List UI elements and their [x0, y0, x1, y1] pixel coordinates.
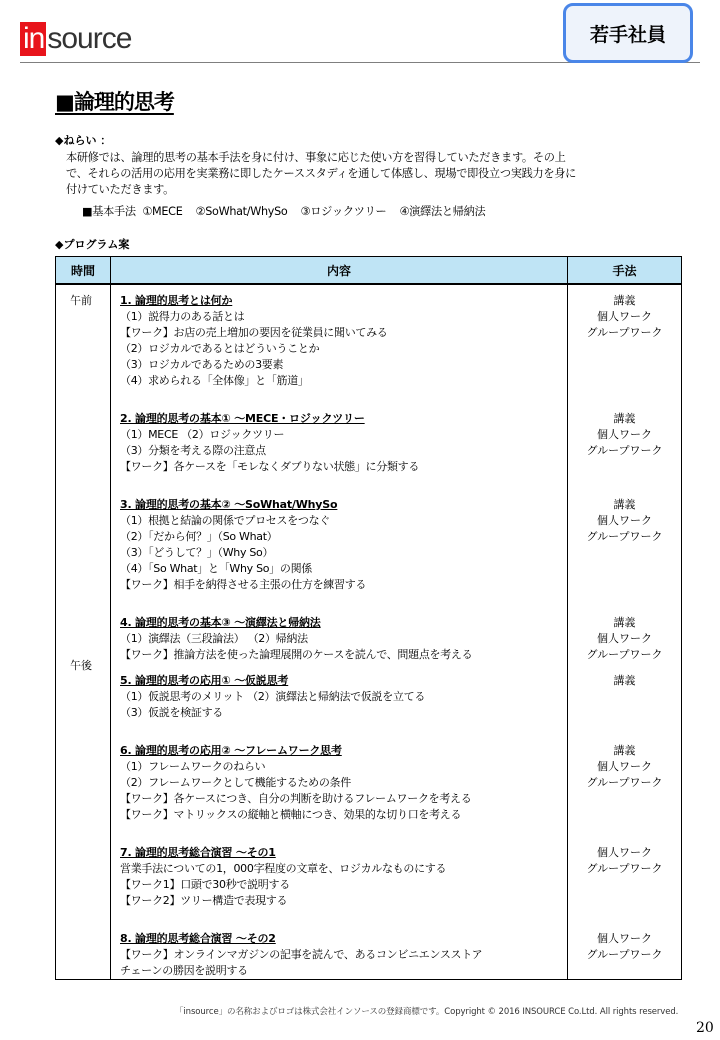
method-item: 講義 [613, 744, 636, 757]
method-item: 個人ワーク [597, 846, 652, 859]
logo-in: in [20, 22, 46, 56]
section-title: 4. 論理的思考の基本③ ～演繹法と帰納法 [120, 616, 321, 629]
section-line: 営業手法についての1，000字程度の文章を、ロジカルなものにする [120, 862, 447, 875]
time-am: 午前 [70, 294, 92, 307]
method-item: 講義 [613, 498, 636, 511]
aim-body [66, 150, 666, 198]
section-methods [568, 845, 681, 909]
method-item: グループワーク [586, 776, 663, 789]
page-title: ■論理的思考 [55, 90, 174, 114]
section-line: 【ワーク2】ツリー構造で表現する [120, 894, 288, 907]
method-item: グループワーク [586, 530, 663, 543]
section-title: 5. 論理的思考の応用① ～仮説思考 [120, 674, 289, 687]
method-item: 個人ワーク [597, 310, 652, 323]
program-section [111, 411, 567, 475]
section-line: （1）説得力のある話とは [120, 310, 245, 323]
section-methods [568, 615, 681, 663]
table-row [56, 284, 682, 980]
section-line: 【ワーク】推論方法を使った論理展開のケースを読んで、問題点を考える [120, 648, 473, 661]
content-cell [111, 284, 568, 980]
section-line: 【ワーク】各ケースにつき、自分の判断を助けるフレームワークを考える [120, 792, 472, 805]
method-item: 講義 [613, 616, 636, 629]
program-section [111, 615, 567, 663]
method-item: グループワーク [586, 326, 663, 339]
method-column [568, 285, 681, 979]
section-line: 【ワーク】お店の売上増加の要因を従業員に聞いてみる [120, 326, 388, 339]
logo-source: source [47, 22, 132, 55]
program-table [55, 256, 682, 980]
program-section [111, 845, 567, 909]
method-item: 講義 [613, 294, 636, 307]
aim-line: 付けていただきます。 [66, 183, 174, 196]
section-methods [568, 673, 681, 721]
program-section [111, 293, 567, 389]
section-line: （4）「So What」と「Why So」の関係 [120, 562, 312, 575]
section-line: （1）MECE （2）ロジックツリー [120, 428, 285, 441]
section-title: 8. 論理的思考総合演習 ～その2 [120, 932, 276, 945]
header-method: 手法 [568, 257, 682, 285]
header-content: 内容 [111, 257, 568, 285]
section-line: （3）「どうして？」（Why So） [120, 546, 274, 559]
insource-logo [20, 22, 131, 56]
basic-methods: ■基本手法 ①MECE ②SoWhat/WhySo ③ロジックツリー ④演繹法と帰納法 [82, 205, 486, 218]
header-time: 時間 [56, 257, 111, 285]
section-title: 6. 論理的思考の応用② ～フレームワーク思考 [120, 744, 342, 757]
section-line: （3）仮説を検証する [120, 706, 223, 719]
method-item: 個人ワーク [597, 932, 652, 945]
section-line: （3）ロジカルであるための3要素 [120, 358, 284, 371]
content-column [111, 285, 567, 979]
audience-badge: 若手社員 [563, 3, 693, 63]
section-line: （1）フレームワークのねらい [120, 760, 266, 773]
method-item: 個人ワーク [597, 760, 652, 773]
method-item: グループワーク [586, 648, 663, 661]
section-title: 3. 論理的思考の基本② ～SoWhat/WhySo [120, 498, 338, 511]
method-item: 個人ワーク [597, 428, 652, 441]
program-heading: ◆プログラム案 [55, 238, 130, 251]
section-line: 【ワーク】オンラインマガジンの記事を読んで、あるコンビニエンスストア [120, 948, 483, 961]
section-title: 2. 論理的思考の基本① ～MECE・ロジックツリー [120, 412, 365, 425]
section-methods [568, 743, 681, 823]
page-number: 20 [696, 1020, 714, 1036]
aim-line: で、それらの活用の応用を実業務に即したケーススタディを通して体感し、現場で即役立つ実践力を身に [66, 167, 577, 180]
section-line: （2）「だから何？」（So What） [120, 530, 278, 543]
time-cell [56, 284, 111, 980]
section-line: 【ワーク】相手を納得させる主張の仕方を練習する [120, 578, 367, 591]
section-line: 【ワーク】マトリックスの縦軸と横軸につき、効果的な切り口を考える [120, 808, 462, 821]
section-line: （2）フレームワークとして機能するための条件 [120, 776, 351, 789]
method-item: グループワーク [586, 948, 663, 961]
method-item: グループワーク [586, 862, 663, 875]
method-cell [568, 284, 682, 980]
section-line: 【ワーク】各ケースを「モレなくダブりない状態」に分類する [120, 460, 420, 473]
method-item: 講義 [613, 674, 636, 687]
section-methods [568, 931, 681, 979]
copyright-footer: 「insource」の名称およびロゴは株式会社インソースの登録商標です。Copyright © 2016 INSOURCE Co.Ltd. All rights reserved. [175, 1007, 679, 1017]
section-line: （1）仮説思考のメリット （2）演繹法と帰納法で仮説を立てる [120, 690, 426, 703]
section-line: （3）分類を考える際の注意点 [120, 444, 266, 457]
section-line: （4）求められる「全体像」と「筋道」 [120, 374, 309, 387]
section-line: 【ワーク1】口頭で30秒で説明する [120, 878, 290, 891]
section-line: （1）演繹法（三段論法） （2）帰納法 [120, 632, 308, 645]
program-section [111, 931, 567, 979]
method-item: 講義 [613, 412, 636, 425]
section-title: 7. 論理的思考総合演習 ～その1 [120, 846, 276, 859]
method-item: 個人ワーク [597, 632, 652, 645]
time-pm: 午後 [70, 659, 92, 672]
section-title: 1. 論理的思考とは何か [120, 294, 233, 307]
aim-heading: ◆ねらい ： [55, 134, 112, 147]
table-header-row [56, 257, 682, 285]
section-methods [568, 293, 681, 389]
method-item: グループワーク [586, 444, 663, 457]
section-methods [568, 497, 681, 593]
method-item: 個人ワーク [597, 514, 652, 527]
section-line: （1）根拠と結論の関係でプロセスをつなぐ [120, 514, 330, 527]
program-section [111, 497, 567, 593]
aim-line: 本研修では、論理的思考の基本手法を身に付け、事象に応じた使い方を習得していただきます。その上 [66, 151, 566, 164]
program-section [111, 673, 567, 721]
section-line: （2）ロジカルであるとはどういうことか [120, 342, 320, 355]
section-line: チェーンの勝因を説明する [120, 964, 248, 977]
program-section [111, 743, 567, 823]
section-methods [568, 411, 681, 475]
